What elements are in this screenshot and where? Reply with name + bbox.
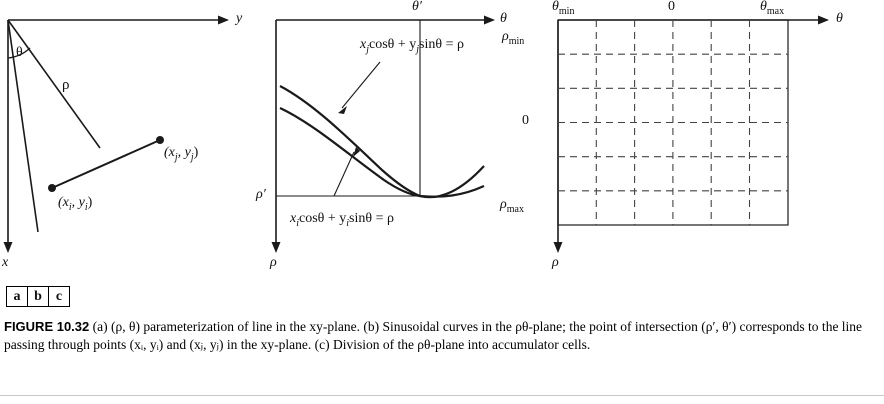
axis-theta-arrowhead: [818, 16, 829, 25]
figure-caption: [4, 318, 876, 354]
panel-key-cell-a: a: [7, 287, 28, 306]
point-j-marker: [156, 136, 164, 144]
theta-prime-label: θ′: [412, 0, 422, 14]
rho-prime-label: ρ′: [256, 187, 266, 202]
oblique-line: [8, 20, 38, 232]
panel-a-drawing: [0, 0, 262, 290]
bottom-divider: [0, 395, 884, 396]
panel-c-accumulator-cells: [500, 0, 884, 290]
panel-key: [6, 286, 70, 307]
axis-x-arrowhead: [4, 242, 13, 253]
rho-zero-label: 0: [522, 113, 529, 128]
sinusoid-curve-i: [280, 108, 484, 197]
axis-rho-arrowhead: [554, 242, 563, 253]
rho-min-label: $\rho_{min}$: [502, 29, 525, 47]
rho-segment: [8, 20, 100, 148]
axis-theta-arrowhead: [484, 16, 495, 25]
panel-key-cell-b: b: [28, 287, 49, 306]
axis-y-arrowhead: [218, 16, 229, 25]
point-connecting-segment: [52, 140, 160, 188]
axis-y-label: y: [236, 11, 243, 26]
point-j-label: ($x_j$, $y_j$): [164, 145, 199, 163]
figure-number: FIGURE 10.32: [4, 319, 90, 334]
axis-theta-label: θ: [836, 11, 843, 26]
equation-curve-i: $x_i\cos\theta + y_i\sin\theta = \rho$: [290, 211, 394, 229]
point-i-marker: [48, 184, 56, 192]
equation-curve-j: $x_j\cos\theta + y_j\sin\theta = \rho$: [360, 37, 464, 55]
leader-line-top: [342, 62, 380, 108]
theta-label: θ: [16, 45, 23, 60]
point-i-label: ($x_i$, $y_i$): [58, 195, 93, 213]
figure-caption-text: (a) (ρ, θ) parameterization of line in the xy-plane. (b) Sinusoidal curves in the ρθ-plane; the point of intersection (ρ′, θ′) corresponds to the line passing through points (xᵢ, yᵢ) and (xⱼ, yⱼ) in the xy-plane. (c) Division of the ρθ-plane into accumulator cells.: [4, 319, 863, 353]
theta-min-label: $\theta_{min}$: [552, 0, 575, 17]
sinusoid-curve-j: [280, 86, 484, 197]
axis-rho-label: ρ: [270, 255, 277, 270]
axis-x-label: x: [2, 255, 9, 270]
rho-max-label: $\rho_{max}$: [500, 197, 524, 215]
panel-key-cell-c: c: [49, 287, 69, 306]
panel-c-drawing: [544, 0, 884, 290]
rho-label: ρ: [62, 77, 70, 93]
panel-a-xy-parameterization: [0, 0, 262, 290]
theta-max-label: $\theta_{max}$: [760, 0, 785, 17]
axis-theta-label: θ: [500, 11, 507, 26]
leader-line-bottom: [334, 152, 354, 196]
axis-rho-arrowhead: [272, 242, 281, 253]
theta-zero-label: 0: [668, 0, 675, 14]
axis-rho-label: ρ: [552, 255, 559, 270]
